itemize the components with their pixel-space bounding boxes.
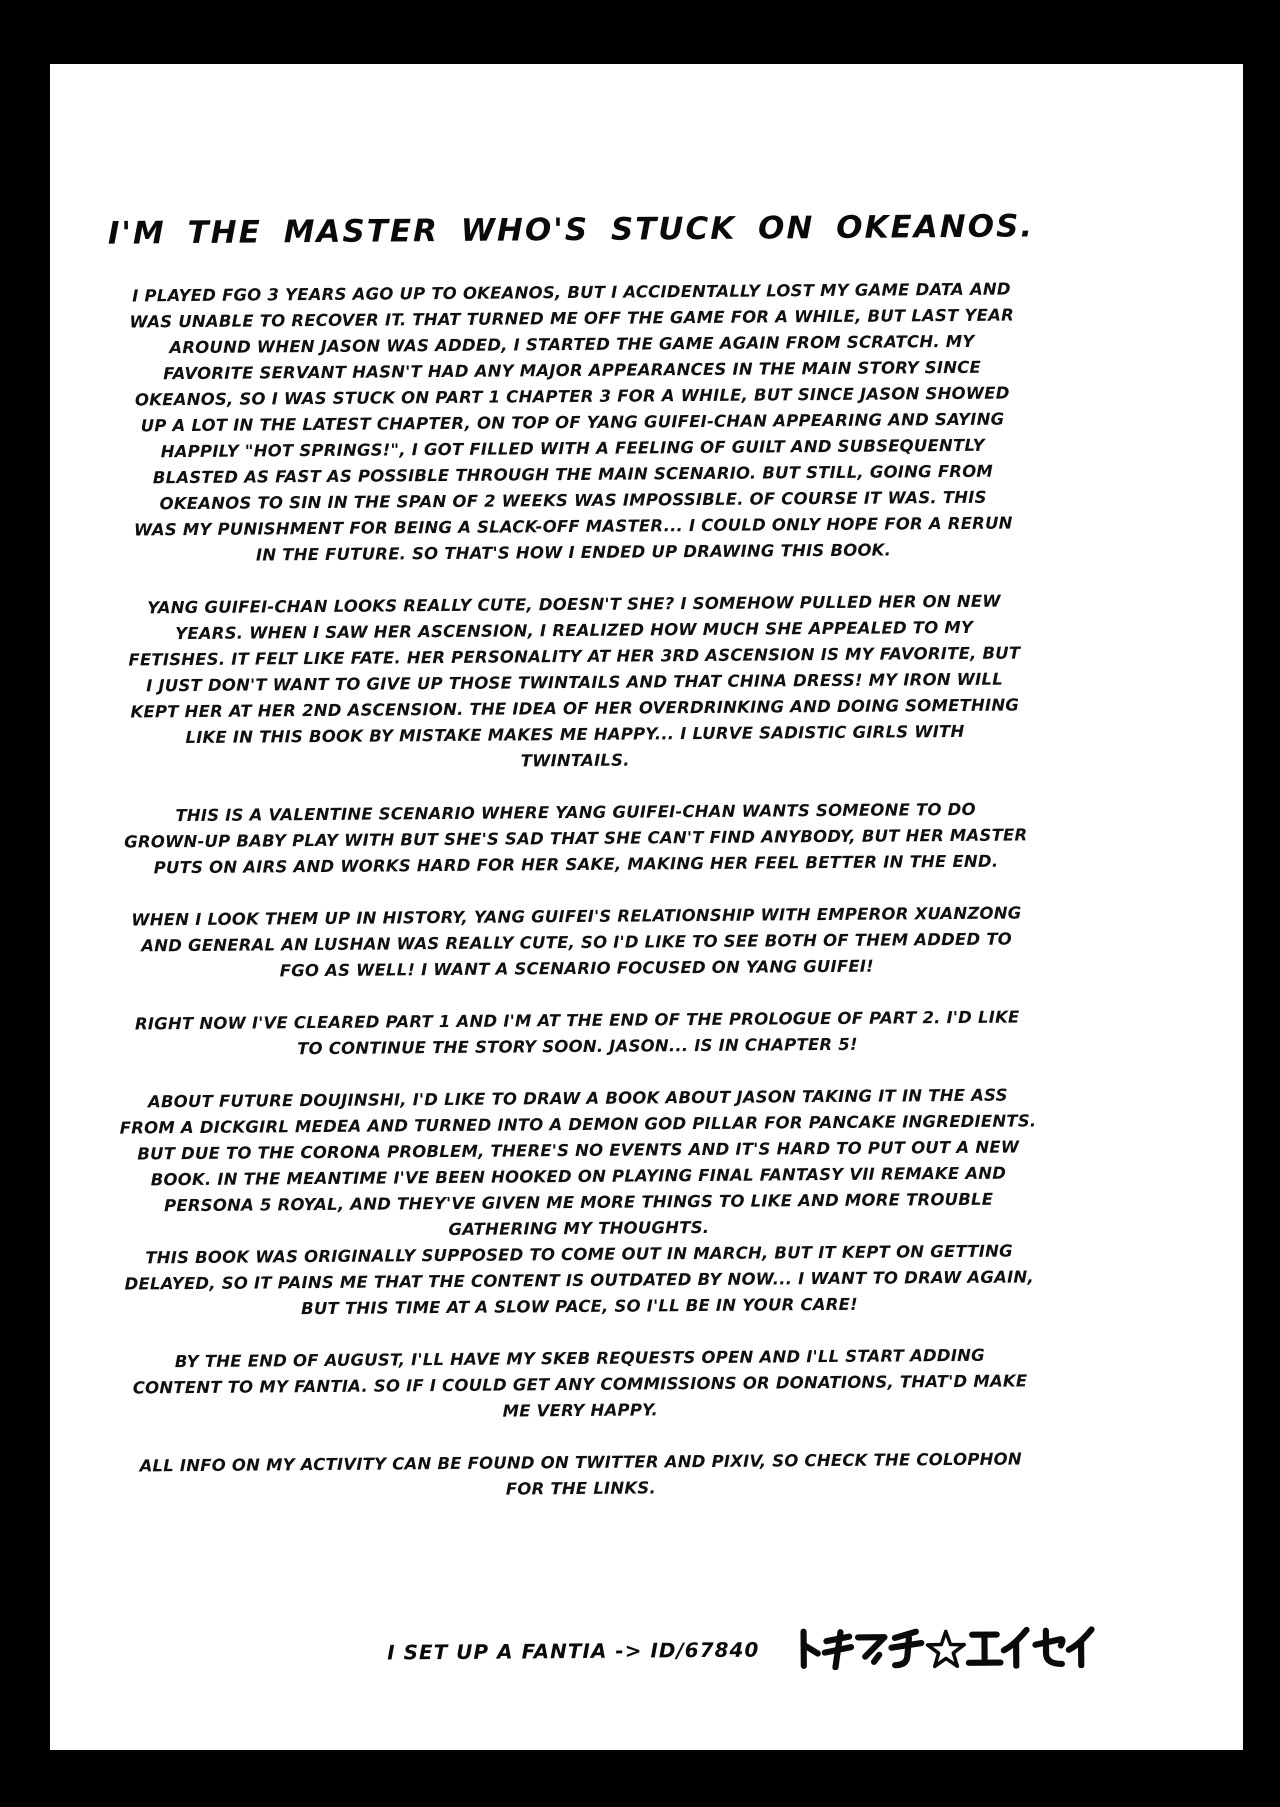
text-line: BUT THIS TIME AT A SLOW PACE, SO I'LL BE IN YOUR CARE! xyxy=(301,1294,858,1319)
star-icon xyxy=(928,1631,965,1666)
text-line: WAS MY PUNISHMENT FOR BEING A SLACK-OFF MASTER... I COULD ONLY HOPE FOR A RERUN xyxy=(133,513,1013,540)
text-line: ALL INFO ON MY ACTIVITY CAN BE FOUND ON TWITTER AND PIXIV, SO CHECK THE COLOPHON xyxy=(139,1449,1022,1476)
page-content xyxy=(85,60,1068,1754)
text-line: THIS IS A VALENTINE SCENARIO WHERE YANG GUIFEI-CHAN WANTS SOMEONE TO DO xyxy=(175,799,976,826)
text-line: RIGHT NOW I'VE CLEARED PART 1 AND I'M AT THE END OF THE PROLOGUE OF PART 2. I'D LIKE xyxy=(134,1007,1020,1034)
footer xyxy=(387,1626,1095,1674)
text-line: WHEN I LOOK THEM UP IN HISTORY, YANG GUIFEI'S RELATIONSHIP WITH EMPEROR XUANZONG xyxy=(131,903,1022,930)
text-line: LIKE IN THIS BOOK BY MISTAKE MAKES ME HAPPY... I LURVE SADISTIC GIRLS WITH xyxy=(185,721,965,748)
text-line: PUTS ON AIRS AND WORKS HARD FOR HER SAKE, MAKING HER FEEL BETTER IN THE END. xyxy=(153,851,999,878)
afterword-text xyxy=(86,276,1066,1532)
paragraph xyxy=(92,1004,1062,1064)
text-line: FROM A DICKGIRL MEDEA AND TURNED INTO A DEMON GOD PILLAR FOR PANCAKE INGREDIENTS. xyxy=(119,1111,1037,1138)
text-line: BY THE END OF AUGUST, I'LL HAVE MY SKEB REQUESTS OPEN AND I'LL START ADDING xyxy=(174,1345,985,1372)
text-line: ME VERY HAPPY. xyxy=(502,1400,659,1421)
text-line: OKEANOS, SO I WAS STUCK ON PART 1 CHAPTER 3 FOR A WHILE, BUT SINCE JASON SHOWED xyxy=(134,383,1010,410)
fantia-id-note: I SET UP A FANTIA -> ID/67840 xyxy=(387,1637,760,1665)
artist-name-japanese xyxy=(793,1626,1095,1670)
text-line: DELAYED, SO IT PAINS ME THAT THE CONTENT IS OUTDATED BY NOW... I WANT TO DRAW AGAIN, xyxy=(124,1267,1034,1294)
text-line: CONTENT TO MY FANTIA. SO IF I COULD GET ANY COMMISSIONS OR DONATIONS, THAT'D MAKE xyxy=(132,1371,1028,1398)
text-line: THIS BOOK WAS ORIGINALLY SUPPOSED TO COME OUT IN MARCH, BUT IT KEPT ON GETTING xyxy=(145,1241,1013,1268)
text-line: KEPT HER AT HER 2ND ASCENSION. THE IDEA OF HER OVERDRINKING AND DOING SOMETHING xyxy=(130,695,1020,722)
text-line: ABOUT FUTURE DOUJINSHI, I'D LIKE TO DRAW A BOOK ABOUT JASON TAKING IT IN THE ASS xyxy=(147,1085,1008,1112)
text-line: I JUST DON'T WANT TO GIVE UP THOSE TWINTAILS AND THAT CHINA DRESS! MY IRON WILL xyxy=(146,669,1003,696)
text-line: TWINTAILS. xyxy=(520,750,630,771)
text-line: GROWN-UP BABY PLAY WITH BUT SHE'S SAD THAT SHE CAN'T FIND ANYBODY, BUT HER MASTER xyxy=(124,825,1028,852)
paragraph xyxy=(93,1082,1065,1324)
text-line: IN THE FUTURE. SO THAT'S HOW I ENDED UP DRAWING THIS BOOK. xyxy=(255,540,892,565)
paragraph xyxy=(96,1446,1066,1506)
paper-page xyxy=(50,64,1243,1750)
text-line: BOOK. IN THE MEANTIME I'VE BEEN HOOKED ON PLAYING FINAL FANTASY VII REMAKE AND xyxy=(150,1163,1007,1190)
text-line: I PLAYED FGO 3 YEARS AGO UP TO OKEANOS, BUT I ACCIDENTALLY LOST MY GAME DATA AND xyxy=(132,279,1011,306)
text-line: WAS UNABLE TO RECOVER IT. THAT TURNED ME OFF THE GAME FOR A WHILE, BUT LAST YEAR xyxy=(129,305,1015,332)
text-line: YEARS. WHEN I SAW HER ASCENSION, I REALIZED HOW MUCH SHE APPEALED TO MY xyxy=(175,617,974,644)
page-title: I'M THE MASTER WHO'S STUCK ON OKEANOS. xyxy=(107,208,1035,252)
text-line: AROUND WHEN JASON WAS ADDED, I STARTED THE GAME AGAIN FROM SCRATCH. MY xyxy=(169,331,975,358)
artist-name-katakana-art xyxy=(793,1626,1095,1670)
text-line: PERSONA 5 ROYAL, AND THEY'VE GIVEN ME MORE THINGS TO LIKE AND MORE TROUBLE xyxy=(164,1189,994,1216)
text-line: FGO AS WELL! I WANT A SCENARIO FOCUSED ON YANG GUIFEI! xyxy=(279,956,874,981)
text-line: FAVORITE SERVANT HASN'T HAD ANY MAJOR APPEARANCES IN THE MAIN STORY SINCE xyxy=(163,357,982,384)
text-line: FOR THE LINKS. xyxy=(505,1478,656,1499)
text-line: FETISHES. IT FELT LIKE FATE. HER PERSONALITY AT HER 3RD ASCENSION IS MY FAVORITE, BUT xyxy=(128,643,1021,670)
paragraph xyxy=(90,796,1061,882)
text-line: BUT DUE TO THE CORONA PROBLEM, THERE'S NO EVENTS AND IT'S HARD TO PUT OUT A NEW xyxy=(137,1137,1020,1164)
paragraph xyxy=(86,276,1058,570)
text-line: TO CONTINUE THE STORY SOON. JASON... IS IN CHAPTER 5! xyxy=(297,1034,858,1059)
paragraph xyxy=(89,588,1060,778)
text-line: GATHERING MY THOUGHTS. xyxy=(448,1217,710,1240)
paragraph xyxy=(91,900,1062,986)
paragraph xyxy=(95,1342,1066,1428)
text-line: YANG GUIFEI-CHAN LOOKS REALLY CUTE, DOESN'T SHE? I SOMEHOW PULLED HER ON NEW xyxy=(147,591,1001,618)
text-line: UP A LOT IN THE LATEST CHAPTER, ON TOP OF YANG GUIFEI-CHAN APPEARING AND SAYING xyxy=(140,409,1005,436)
text-line: HAPPILY "HOT SPRINGS!", I GOT FILLED WITH A FEELING OF GUILT AND SUBSEQUENTLY xyxy=(160,435,985,462)
text-line: BLASTED AS FAST AS POSSIBLE THROUGH THE MAIN SCENARIO. BUT STILL, GOING FROM xyxy=(152,461,994,488)
text-line: AND GENERAL AN LUSHAN WAS REALLY CUTE, SO I'D LIKE TO SEE BOTH OF THEM ADDED TO xyxy=(141,929,1013,956)
text-line: OKEANOS TO SIN IN THE SPAN OF 2 WEEKS WAS IMPOSSIBLE. OF COURSE IT WAS. THIS xyxy=(159,487,987,514)
